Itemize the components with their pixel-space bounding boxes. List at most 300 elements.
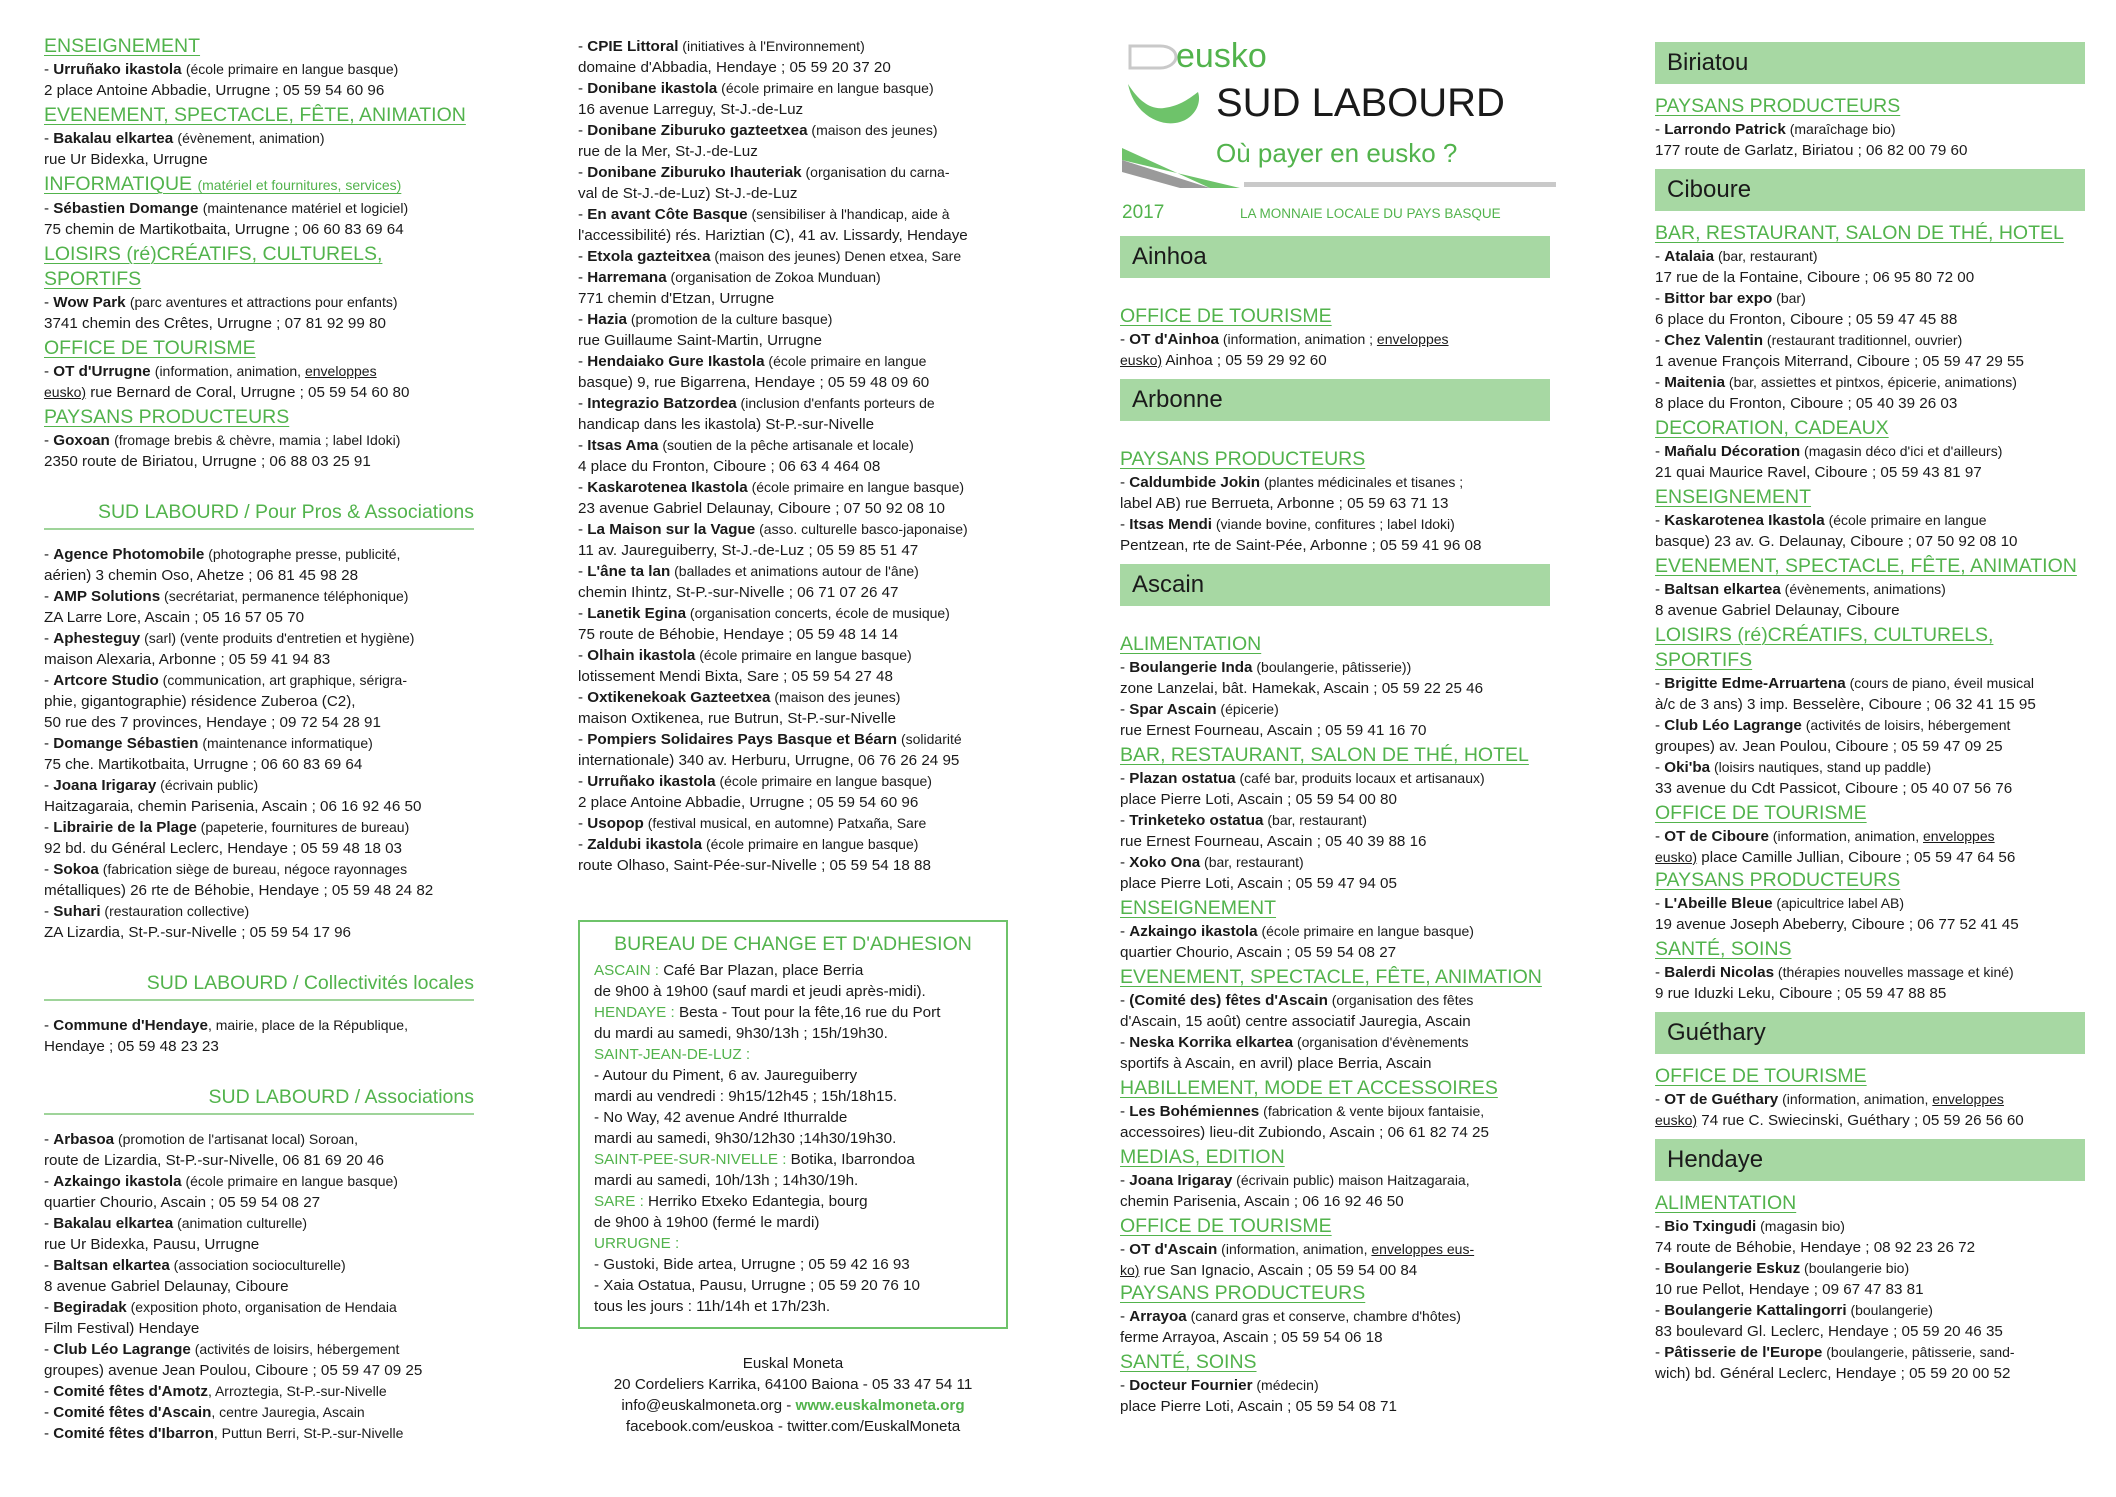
entry-desc: (association socioculturelle) — [169, 1257, 346, 1273]
listing-entry: - Arrayoa (canard gras et conserve, chambre d'hôtes) ferme Arrayoa, Ascain ; 05 59 54 06 18 — [1120, 1308, 1461, 1346]
town-header-ainhoa: Ainhoa — [1120, 236, 1550, 278]
entry-list — [1655, 893, 2085, 935]
entry-link[interactable]: eusko) — [1655, 849, 1698, 865]
section-heading: LOISIRS (ré)CRÉATIFS, CULTURELS, SPORTIFS — [1655, 624, 1994, 671]
entry-address: 8 avenue Gabriel Delaunay, Ciboure — [1655, 602, 1900, 619]
section-heading: ALIMENTATION — [1120, 633, 1262, 655]
entry-address: rue Ur Bidexka, Urrugne — [44, 151, 208, 168]
entry-name: Kaskarotenea Ikastola — [587, 479, 748, 496]
entry-address: 177 route de Garlatz, Biriatou ; 06 82 00 79 60 — [1655, 142, 1968, 159]
entry-name: Aphesteguy — [53, 630, 141, 647]
section-heading: MEDIAS, EDITION — [1120, 1146, 1285, 1168]
entry-name: Zaldubi ikastola — [587, 836, 703, 853]
entry-name: Commune d'Hendaye — [53, 1017, 208, 1034]
section-heading: SANTÉ, SOINS — [1655, 938, 1792, 960]
entry-name: Chez Valentin — [1664, 332, 1764, 349]
listing-entry: - AMP Solutions (secrétariat, permanence téléphonique) ZA Larre Lore, Ascain ; 05 16 57 05 70 — [44, 588, 409, 626]
listing-entry: - Trinketeko ostatua (bar, restaurant) rue Ernest Fourneau, Ascain ; 05 40 39 88 16 — [1120, 812, 1427, 850]
footer-website-link[interactable]: www.euskalmoneta.org — [795, 1397, 965, 1414]
group-heading: SUD LABOURD / Pour Pros & Associations — [44, 500, 474, 530]
entry-link[interactable]: enveloppes — [1923, 828, 1995, 844]
entry-address: place Pierre Loti, Ascain ; 05 59 47 94 05 — [1120, 875, 1397, 892]
entry-desc: (fromage brebis & chèvre, mamia ; label Idoki) — [114, 432, 401, 448]
listing-entry: - Agence Photomobile (photographe presse, publicité, aérien) 3 chemin Oso, Ahetze ; 06 81 45 98 28 — [44, 546, 401, 584]
entry-name: Pâtisserie de l'Europe — [1664, 1344, 1823, 1361]
section-heading: DECORATION, CADEAUX — [1655, 417, 1889, 439]
entry-list — [44, 1015, 474, 1057]
entry-address: accessoires) lieu-dit Zubiondo, Ascain ; 06 61 82 74 25 — [1120, 1124, 1489, 1141]
entry-list — [44, 1129, 474, 1444]
listing-entry: - Neska Korrika elkartea (organisation d'évènements sportifs à Ascain, en avril) place Berria, Ascain — [1120, 1034, 1469, 1072]
entry-desc: (école primaire en langue basque) — [1257, 923, 1474, 939]
entry-link[interactable]: enveloppes eus- — [1371, 1241, 1475, 1257]
listing-entry: - Wow Park (parc aventures et attractions pour enfants) 3741 chemin des Crêtes, Urrugne ; 07 81 92 99 80 — [44, 294, 398, 332]
entry-address: maison Oxtikenea, rue Butrun, St-P.-sur-Nivelle — [578, 710, 896, 727]
entry-name: Librairie de la Plage — [53, 819, 197, 836]
entry-address: 16 avenue Larreguy, St-J.-de-Luz — [578, 101, 804, 118]
entry-address: handicap dans les ikastola) St-P.-sur-Nivelle — [578, 416, 875, 433]
ascain-sections-2 — [1120, 1281, 1550, 1417]
entry-name: Bittor bar expo — [1664, 290, 1773, 307]
listing-entry: - Itsas Mendi (viande bovine, confitures ; label Idoki) Pentzean, rte de Saint-Pée, Arbonne ; 05 59 41 96 08 — [1120, 516, 1482, 554]
listing-entry: - Xoko Ona (bar, restaurant) place Pierre Loti, Ascain ; 05 59 47 94 05 — [1120, 854, 1397, 892]
entry-desc: (thérapies nouvelles massage et kiné) — [1774, 964, 2014, 980]
listing-entry: - Artcore Studio (communication, art graphique, sérigra- phie, gigantographie) résidence Zuberoa (C2), 50 rue des 7 provinces, Hendaye ; 09 72 54 28 91 — [44, 672, 407, 731]
listing-entry: - Goxoan (fromage brebis & chèvre, mamia ; label Idoki) 2350 route de Biriatou, Urrugne ; 06 88 03 25 91 — [44, 432, 401, 470]
entry-desc: (communication, art graphique, sérigra- — [158, 672, 407, 688]
entry-name: Suhari — [53, 903, 101, 920]
section-heading: LOISIRS (ré)CRÉATIFS, CULTURELS, SPORTIFS — [44, 243, 383, 290]
listing-entry: - Begiradak (exposition photo, organisation de Hendaia Film Festival) Hendaye — [44, 1299, 397, 1337]
entry-address: l'accessibilité) rés. Hariztian (C), 41 av. Lissardy, Hendaye — [578, 227, 968, 244]
entry-desc: (école primaire en langue basque) — [695, 647, 912, 663]
listing-entry: - Suhari (restauration collective) ZA Lizardia, St-P.-sur-Nivelle ; 05 59 54 17 96 — [44, 903, 352, 941]
entry-name: Oxtikenekoak Gazteetxea — [587, 689, 771, 706]
entry-name: Goxoan — [53, 432, 110, 449]
entry-desc: (organisation d'évènements — [1293, 1034, 1469, 1050]
entry-address: 74 rue C. Swiecinski, Guéthary ; 05 59 26 56 60 — [1697, 1112, 2024, 1129]
city-label: SAINT-JEAN-DE-LUZ : — [594, 1046, 751, 1063]
entry-list — [1120, 1306, 1550, 1348]
town-header-hendaye: Hendaye — [1655, 1139, 2085, 1181]
entry-desc: (secrétariat, permanence téléphonique) — [160, 588, 409, 604]
logo-tagline-text: LA MONNAIE LOCALE DU PAYS BASQUE — [1240, 206, 1501, 221]
office-line: de 9h00 à 19h00 (fermé le mardi) — [594, 1214, 820, 1231]
entry-name: Boulangerie Inda — [1129, 659, 1253, 676]
entry-desc: (restaurant traditionnel, ouvrier) — [1763, 332, 1963, 348]
listing-entry: - Bittor bar expo (bar) 6 place du Fronton, Ciboure ; 05 59 47 45 88 — [1655, 290, 1958, 328]
exchange-office-hendaye — [594, 1002, 992, 1044]
entry-address: 17 rue de la Fontaine, Ciboure ; 06 95 80 72 00 — [1655, 269, 1975, 286]
entry-address: 9 rue Iduzki Leku, Ciboure ; 05 59 47 88 85 — [1655, 985, 1947, 1002]
listing-entry: - Baltsan elkartea (association socioculturelle) 8 avenue Gabriel Delaunay, Ciboure — [44, 1257, 346, 1295]
entry-desc: , mairie, place de la République, — [207, 1017, 408, 1033]
eusko-logo — [1120, 36, 1550, 236]
section-heading: HABILLEMENT, MODE ET ACCESSOIRES — [1120, 1077, 1498, 1099]
entry-desc: (apicultrice label AB) — [1772, 895, 1905, 911]
entry-address: 771 chemin d'Etzan, Urrugne — [578, 290, 775, 307]
logo-question-text: Où payer en eusko ? — [1216, 138, 1458, 168]
logo-region-text: SUD LABOURD — [1216, 81, 1505, 125]
entry-desc: (boulangerie bio) — [1800, 1260, 1910, 1276]
entry-desc: (restauration collective) — [100, 903, 250, 919]
entry-list — [1655, 441, 2085, 483]
listing-entry: - CPIE Littoral (initiatives à l'Environnement) domaine d'Abbadia, Hendaye ; 05 59 20 37 20 — [578, 38, 891, 76]
entry-address: phie, gigantographie) résidence Zuberoa (C2), — [44, 693, 356, 710]
city-label: SAINT-PEE-SUR-NIVELLE : — [594, 1151, 791, 1168]
listing-entry: - Les Bohémiennes (fabrication & vente bijoux fantaisie, accessoires) lieu-dit Zubiondo, Ascain ; 06 61 82 74 25 — [1120, 1103, 1489, 1141]
entry-name: Artcore Studio — [53, 672, 159, 689]
listing-entry: - Commune d'Hendaye, mairie, place de la République, Hendaye ; 05 59 48 23 23 — [44, 1017, 408, 1055]
entry-link[interactable]: eusko) — [1655, 1112, 1698, 1128]
entry-name: Donibane ikastola — [587, 80, 718, 97]
footer-email[interactable]: info@euskalmoneta.org - — [621, 1397, 796, 1414]
entry-name: Sébastien Domange — [53, 200, 199, 217]
entry-name: Trinketeko ostatua — [1129, 812, 1264, 829]
entry-name: OT de Guéthary — [1664, 1091, 1779, 1108]
entry-address: 74 route de Béhobie, Hendaye ; 08 92 23 26 72 — [1655, 1239, 1976, 1256]
logo-divider — [1244, 182, 1556, 187]
listing-entry: - Bio Txingudi (magasin bio) 74 route de Béhobie, Hendaye ; 08 92 23 26 72 — [1655, 1218, 1976, 1256]
entry-address: 10 rue Pellot, Hendaye ; 09 67 47 83 81 — [1655, 1281, 1924, 1298]
town-header-guethary: Guéthary — [1655, 1012, 2085, 1054]
listing-entry: - Azkaingo ikastola (école primaire en langue basque) quartier Chourio, Ascain ; 05 59 54 08 27 — [44, 1173, 398, 1211]
exchange-office-ascain — [594, 960, 992, 1002]
entry-name: Joana Irigaray — [53, 777, 157, 794]
entry-desc: (bar, assiettes et pintxos, épicerie, animations) — [1725, 374, 2017, 390]
listing-entry: - Plazan ostatua (café bar, produits locaux et artisanaux) place Pierre Loti, Ascain ; 05 59 54 00 80 — [1120, 770, 1485, 808]
entry-name: Integrazio Batzordea — [587, 395, 737, 412]
entry-address: 2350 route de Biriatou, Urrugne ; 06 88 03 25 91 — [44, 453, 371, 470]
entry-desc: (organisation concerts, école de musique) — [686, 605, 950, 621]
exchange-office-heading: BUREAU DE CHANGE ET D'ADHESION — [614, 933, 972, 955]
section-heading-sub: (matériel et fournitures, services) — [197, 177, 402, 193]
office-line: - Xaia Ostatua, Pausu, Urrugne ; 05 59 20 76 10 — [594, 1277, 920, 1294]
entry-desc: , Arroztegia, St-P.-sur-Nivelle — [207, 1383, 387, 1399]
entry-desc: (sarl) (vente produits d'entretien et hygiène) — [140, 630, 415, 646]
entry-address: groupes) avenue Jean Poulou, Ciboure ; 05 59 47 09 25 — [44, 1362, 423, 1379]
entry-address: 21 quai Maurice Ravel, Ciboure ; 05 59 43 81 97 — [1655, 464, 1982, 481]
entry-address: sportifs à Ascain, en avril) place Berria, Ascain — [1120, 1055, 1432, 1072]
listing-entry: - Comité fêtes d'Ascain, centre Jauregia, Ascain — [44, 1404, 365, 1421]
entry-desc: (magasin déco d'ici et d'ailleurs) — [1800, 443, 2003, 459]
listing-entry: - Bakalau elkartea (animation culturelle) rue Ur Bidexka, Pausu, Urrugne — [44, 1215, 308, 1253]
entry-desc: (école primaire en langue basque) — [715, 773, 932, 789]
logo-year-text: 2017 — [1122, 202, 1165, 223]
logo-brand-text: eusko — [1176, 37, 1267, 75]
entry-desc: (papeterie, fournitures de bureau) — [196, 819, 410, 835]
section-heading: SANTÉ, SOINS — [1120, 1351, 1257, 1373]
office-line: tous les jours : 11h/14h et 17h/23h. — [594, 1298, 831, 1315]
entry-address: route de Lizardia, St-P.-sur-Nivelle, 06 81 69 20 46 — [44, 1152, 384, 1169]
entry-address: basque) 9, rue Bigarrena, Hendaye ; 05 59 48 09 60 — [578, 374, 930, 391]
entry-desc: (maintenance informatique) — [198, 735, 373, 751]
column-2 — [578, 36, 1008, 1437]
exchange-office-spn — [594, 1149, 992, 1191]
entry-desc: (école primaire en langue basque) — [181, 1173, 398, 1189]
listing-entry: - Mañalu Décoration (magasin déco d'ici et d'ailleurs) 21 quai Maurice Ravel, Ciboure ; 05 59 43 81 97 — [1655, 443, 2003, 481]
entry-address: val de St-J.-de-Luz) St-J.-de-Luz — [578, 185, 798, 202]
entry-address: 75 che. Martikotbaita, Urrugne ; 06 60 83 69 64 — [44, 756, 363, 773]
entry-name: Atalaia — [1664, 248, 1715, 265]
entry-desc: (promotion de la culture basque) — [626, 311, 833, 327]
listing-entry: - Zaldubi ikastola (école primaire en langue basque) route Olhaso, Saint-Pée-sur-Nivelle ; 05 59 54 18 88 — [578, 836, 931, 874]
office-line: Botika, Ibarrondoa — [790, 1151, 915, 1168]
entry-desc: (fabrication siège de bureau, négoce rayonnages — [98, 861, 408, 877]
entry-desc: (loisirs nautiques, stand up paddle) — [1710, 759, 1932, 775]
entry-name: Comité fêtes d'Ascain — [53, 1404, 212, 1421]
listing-entry: - Kaskarotenea Ikastola (école primaire en langue basque) 23 av. G. Delaunay, Ciboure ; 07 50 92 08 10 — [1655, 512, 2018, 550]
biriatou-sections — [1655, 94, 2085, 161]
entry-desc: (activités de loisirs, hébergement — [190, 1341, 400, 1357]
entry-name: Donibane Ziburuko Ihauteriak — [587, 164, 802, 181]
logo-d-shape — [1130, 46, 1176, 68]
entry-desc: (exposition photo, organisation de Hendaia — [126, 1299, 397, 1315]
listing-entry: - L'Abeille Bleue (apicultrice label AB) 19 avenue Joseph Abeberry, Ciboure ; 06 77 52 41 45 — [1655, 895, 2019, 933]
listing-entry: - Azkaingo ikastola (école primaire en langue basque) quartier Chourio, Ascain ; 05 59 54 08 27 — [1120, 923, 1474, 961]
listing-entry: - Brigitte Edme-Arruartena (cours de piano, éveil musical à/c de 3 ans) 3 imp. Besselère, Ciboure ; 06 32 41 15 95 — [1655, 675, 2036, 713]
listing-entry: - Maitenia (bar, assiettes et pintxos, épicerie, animations) 8 place du Fronton, Ciboure ; 05 40 39 26 03 — [1655, 374, 2017, 412]
entry-list — [1120, 990, 1550, 1074]
entry-address: label AB) rue Berrueta, Arbonne ; 05 59 63 71 13 — [1120, 495, 1449, 512]
entry-desc: (maison des jeunes) — [770, 689, 901, 705]
entry-name: En avant Côte Basque — [587, 206, 748, 223]
entry-link[interactable]: enveloppes — [304, 363, 377, 379]
entry-name: Itsas Mendi — [1129, 516, 1212, 533]
entry-desc: (viande bovine, confitures ; label Idoki) — [1212, 516, 1455, 532]
entry-desc: (écrivain public) maison Haitzagaraia, — [1232, 1172, 1470, 1188]
listing-entry: - OT d'Ainhoa (information, animation ; enveloppes eusko) Ainhoa ; 05 59 29 92 60 — [1120, 331, 1449, 369]
section-heading: PAYSANS PRODUCTEURS — [1120, 1282, 1366, 1304]
city-label: SARE : — [594, 1193, 649, 1210]
entry-address: 33 avenue du Cdt Passicot, Ciboure ; 05 40 07 56 76 — [1655, 780, 2013, 797]
eusko-logo-graphic — [1120, 36, 1560, 236]
listing-entry: - Olhain ikastola (école primaire en langue basque) lotissement Mendi Bixta, Sare ; 05 59 54 27 48 — [578, 647, 912, 685]
entry-address: d'Ascain, 15 août) centre associatif Jauregia, Ascain — [1120, 1013, 1471, 1030]
entry-address: rue Ernest Fourneau, Ascain ; 05 59 41 16 70 — [1120, 722, 1427, 739]
entry-desc: (bar) — [1772, 290, 1806, 306]
column-3 — [1120, 36, 1550, 1417]
entry-address: Film Festival) Hendaye — [44, 1320, 200, 1337]
entry-name: Brigitte Edme-Arruartena — [1664, 675, 1846, 692]
entry-name: Urruñako ikastola — [587, 773, 716, 790]
entry-link[interactable]: enveloppes — [1376, 331, 1449, 347]
entry-list — [1655, 1216, 2085, 1384]
listing-entry: - Aphesteguy (sarl) (vente produits d'entretien et hygiène) maison Alexaria, Arbonne ; 05 59 41 94 83 — [44, 630, 415, 668]
entry-name: Etxola gazteitxea — [587, 248, 711, 265]
listing-entry: - Oki'ba (loisirs nautiques, stand up paddle) 33 avenue du Cdt Passicot, Ciboure ; 05 40 07 56 76 — [1655, 759, 2013, 797]
entry-desc: (maraîchage bio) — [1785, 121, 1896, 137]
listing-entry: - Club Léo Lagrange (activités de loisirs, hébergement groupes) av. Jean Poulou, Ciboure ; 05 59 47 09 25 — [1655, 717, 2011, 755]
listing-entry: - Hendaiako Gure Ikastola (école primaire en langue basque) 9, rue Bigarrena, Hendaye ; 05 59 48 09 60 — [578, 353, 930, 391]
section-heading: PAYSANS PRODUCTEURS — [1655, 869, 1901, 891]
exchange-office-urrugne — [594, 1233, 992, 1317]
entry-list — [1120, 768, 1550, 894]
listing-entry: - OT de Ciboure (information, animation, enveloppes eusko) place Camille Jullian, Ciboure ; 05 59 47 64 56 — [1655, 828, 2016, 866]
section-heading: ENSEIGNEMENT — [1120, 897, 1277, 919]
entry-desc: (école primaire en langue basque) — [717, 80, 934, 96]
office-line: Herriko Etxeko Edantegia, bourg — [648, 1193, 868, 1210]
logo-leaf-shape — [1128, 84, 1199, 123]
entry-desc: (magasin bio) — [1756, 1218, 1845, 1234]
listing-entry: - Pâtisserie de l'Europe (boulangerie, pâtisserie, sand- wich) bd. Général Leclerc, Hendaye ; 05 59 20 00 52 — [1655, 1344, 2015, 1382]
office-line: de 9h00 à 19h00 (sauf mardi et jeudi après-midi). — [594, 983, 926, 1000]
listing-entry: - Urruñako ikastola (école primaire en langue basque) 2 place Antoine Abbadie, Urrugne ; 05 59 54 60 96 — [44, 61, 399, 99]
entry-desc: (maison des jeunes) — [807, 122, 938, 138]
entry-address: 3741 chemin des Crêtes, Urrugne ; 07 81 92 99 80 — [44, 315, 386, 332]
entry-link[interactable]: ko) — [1120, 1262, 1140, 1278]
section-heading: OFFICE DE TOURISME — [44, 337, 256, 359]
entry-address: rue Ernest Fourneau, Ascain ; 05 40 39 88 16 — [1120, 833, 1427, 850]
entry-desc: (soutien de la pêche artisanale et locale) — [658, 437, 914, 453]
listing-entry: - Chez Valentin (restaurant traditionnel, ouvrier) 1 avenue François Miterrand, Ciboure ; 05 59 47 29 55 — [1655, 332, 2024, 370]
entry-name: Club Léo Lagrange — [1664, 717, 1802, 734]
listing-entry: - Club Léo Lagrange (activités de loisirs, hébergement groupes) avenue Jean Poulou, Ciboure ; 05 59 47 09 25 — [44, 1341, 423, 1379]
entry-address: Pentzean, rte de Saint-Pée, Arbonne ; 05 59 41 96 08 — [1120, 537, 1482, 554]
entry-desc: (canard gras et conserve, chambre d'hôtes) — [1186, 1308, 1461, 1324]
entry-name: Boulangerie Kattalingorri — [1664, 1302, 1847, 1319]
entry-list — [1655, 510, 2085, 552]
entry-name: Neska Korrika elkartea — [1129, 1034, 1294, 1051]
entry-address: 19 avenue Joseph Abeberry, Ciboure ; 06 77 52 41 45 — [1655, 916, 2019, 933]
entry-name: Begiradak — [53, 1299, 127, 1316]
listing-entry: - Boulangerie Eskuz (boulangerie bio) 10 rue Pellot, Hendaye ; 09 67 47 83 81 — [1655, 1260, 1924, 1298]
entry-desc: (cours de piano, éveil musical — [1845, 675, 2035, 691]
listing-entry: - Arbasoa (promotion de l'artisanat local) Soroan, route de Lizardia, St-P.-sur-Nivelle, 06 81 69 20 46 — [44, 1131, 384, 1169]
section-heading: ENSEIGNEMENT — [1655, 486, 1812, 508]
listing-entry: - Lanetik Egina (organisation concerts, école de musique) 75 route de Béhobie, Hendaye ; 05 59 48 14 14 — [578, 605, 950, 643]
entry-desc: , centre Jauregia, Ascain — [211, 1404, 365, 1420]
listing-entry: - Atalaia (bar, restaurant) 17 rue de la Fontaine, Ciboure ; 06 95 80 72 00 — [1655, 248, 1975, 286]
entry-name: CPIE Littoral — [587, 38, 679, 55]
entry-name: AMP Solutions — [53, 588, 161, 605]
section-heading: EVENEMENT, SPECTACLE, FÊTE, ANIMATION — [44, 104, 466, 126]
entry-address: maison Alexaria, Arbonne ; 05 59 41 94 83 — [44, 651, 331, 668]
entry-address: aérien) 3 chemin Oso, Ahetze ; 06 81 45 98 28 — [44, 567, 359, 584]
entry-address: 8 place du Fronton, Ciboure ; 05 40 39 26 03 — [1655, 395, 1958, 412]
entry-name: Oki'ba — [1664, 759, 1711, 776]
entry-address: 6 place du Fronton, Ciboure ; 05 59 47 45 88 — [1655, 311, 1958, 328]
entry-list — [1120, 1170, 1550, 1212]
entry-address: lotissement Mendi Bixta, Sare ; 05 59 54 27 48 — [578, 668, 893, 685]
entry-address: 4 place du Fronton, Ciboure ; 06 63 4 464 08 — [578, 458, 881, 475]
ascain-sections — [1120, 632, 1550, 1212]
listing-entry: - Hazia (promotion de la culture basque) rue Guillaume Saint-Martin, Urrugne — [578, 311, 833, 349]
entry-list — [1655, 579, 2085, 621]
entry-address: rue Ur Bidexka, Pausu, Urrugne — [44, 1236, 260, 1253]
entry-name: Olhain ikastola — [587, 647, 696, 664]
entry-name: OT d'Urrugne — [53, 363, 151, 380]
section-heading — [44, 172, 474, 198]
entry-name: Usopop — [587, 815, 644, 832]
footer-org: Euskal Moneta — [742, 1355, 844, 1372]
entry-name: Bio Txingudi — [1664, 1218, 1757, 1235]
section-heading-main: INFORMATIQUE — [44, 173, 193, 195]
entry-link[interactable]: eusko) — [1120, 352, 1163, 368]
entry-list — [1120, 657, 1550, 741]
entry-desc: (bar, restaurant) — [1200, 854, 1304, 870]
entry-address: place Pierre Loti, Ascain ; 05 59 54 08 71 — [1120, 1398, 1397, 1415]
entry-address: route Olhaso, Saint-Pée-sur-Nivelle ; 05 59 54 18 88 — [578, 857, 931, 874]
entry-address: métalliques) 26 rte de Béhobie, Hendaye ; 05 59 48 24 82 — [44, 882, 434, 899]
listing-entry: - Docteur Fournier (médecin) place Pierre Loti, Ascain ; 05 59 54 08 71 — [1120, 1377, 1397, 1415]
entry-name: (Comité des) fêtes d'Ascain — [1129, 992, 1328, 1009]
hendaye-sections — [1655, 1191, 2085, 1384]
section-heading: EVENEMENT, SPECTACLE, FÊTE, ANIMATION — [1655, 555, 2077, 577]
listing-entry: - Baltsan elkartea (évènements, animations) 8 avenue Gabriel Delaunay, Ciboure — [1655, 581, 1946, 619]
entry-list — [1120, 921, 1550, 963]
entry-name: L'Abeille Bleue — [1664, 895, 1773, 912]
entry-address: ZA Larre Lore, Ascain ; 05 16 57 05 70 — [44, 609, 305, 626]
entry-list — [44, 544, 474, 943]
entry-list — [1655, 119, 2085, 161]
entry-desc: (organisation de Zokoa Munduan) — [666, 269, 881, 285]
entry-link[interactable]: eusko) — [44, 384, 87, 400]
group-heading: SUD LABOURD / Collectivités locales — [44, 971, 474, 1001]
entry-name: Lanetik Egina — [587, 605, 687, 622]
exchange-office-box — [578, 920, 1008, 1329]
town-header-biriatou: Biriatou — [1655, 42, 2085, 84]
section-heading: PAYSANS PRODUCTEURS — [1655, 95, 1901, 117]
section-heading: EVENEMENT, SPECTACLE, FÊTE, ANIMATION — [1120, 966, 1542, 988]
entry-name: Bakalau elkartea — [53, 130, 174, 147]
listing-entry: - OT d'Urrugne (information, animation, enveloppes eusko) rue Bernard de Coral, Urrugne ; 05 59 54 60 80 — [44, 363, 410, 401]
listing-entry: - Boulangerie Inda (boulangerie, pâtisserie)) zone Lanzelai, bât. Hamekak, Ascain ; 05 59 22 25 46 — [1120, 659, 1484, 697]
entry-name: Arbasoa — [53, 1131, 115, 1148]
entry-name: Hendaiako Gure Ikastola — [587, 353, 765, 370]
entry-name: Baltsan elkartea — [1664, 581, 1781, 598]
entry-desc: (information, animation ; — [1218, 331, 1377, 347]
listing-entry: - Etxola gazteitxea (maison des jeunes) Denen etxea, Sare — [578, 248, 962, 265]
entry-address: zone Lanzelai, bât. Hamekak, Ascain ; 05 59 22 25 46 — [1120, 680, 1484, 697]
entry-name: Bakalau elkartea — [53, 1215, 174, 1232]
entry-desc: (organisation des fêtes — [1327, 992, 1474, 1008]
listing-entry: - Larrondo Patrick (maraîchage bio) 177 route de Garlatz, Biriatou ; 06 82 00 79 60 — [1655, 121, 1968, 159]
entry-address: Hendaye ; 05 59 48 23 23 — [44, 1038, 219, 1055]
entry-desc: (école primaire en langue basque) — [185, 61, 399, 77]
ciboure-sections — [1655, 221, 2085, 799]
entry-desc: (épicerie) — [1216, 701, 1279, 717]
entry-desc: (information, animation, — [1778, 1091, 1933, 1107]
entry-name: Comité fêtes d'Amotz — [53, 1383, 208, 1400]
entry-name: Comité fêtes d'Ibarron — [53, 1425, 214, 1442]
listing-entry: - Balerdi Nicolas (thérapies nouvelles massage et kiné) 9 rue Iduzki Leku, Ciboure ; 05 59 47 88 85 — [1655, 964, 2014, 1002]
entry-name: Baltsan elkartea — [53, 1257, 170, 1274]
entry-name: Hazia — [587, 311, 627, 328]
ciboure-sections-2 — [1655, 868, 2085, 1004]
entry-desc: (festival musical, en automne) Patxaña, Sare — [643, 815, 927, 831]
office-line: du mardi au samedi, 9h30/13h ; 15h/19h30. — [594, 1025, 888, 1042]
entry-desc: (ballades et animations autour de l'âne) — [670, 563, 919, 579]
entry-address: 11 av. Jaureguiberry, St-J.-de-Luz ; 05 59 85 51 47 — [578, 542, 919, 559]
listing-entry: - Kaskarotenea Ikastola (école primaire en langue basque) 23 avenue Gabriel Delaunay, Ciboure ; 07 50 92 08 10 — [578, 479, 965, 517]
entry-address: rue Bernard de Coral, Urrugne ; 05 59 54 60 80 — [86, 384, 410, 401]
entry-link[interactable]: enveloppes — [1932, 1091, 2004, 1107]
entry-desc: (évènements, animations) — [1780, 581, 1946, 597]
entry-name: Joana Irigaray — [1129, 1172, 1233, 1189]
listing-entry: - Donibane Ziburuko Ihauteriak (organisation du carna- val de St-J.-de-Luz) St-J.-de-Luz — [578, 164, 950, 202]
entry-name: Agence Photomobile — [53, 546, 205, 563]
entry-desc: (initiatives à l'Environnement) — [678, 38, 865, 54]
entry-list — [1655, 246, 2085, 414]
city-label: ASCAIN : — [594, 962, 664, 979]
entry-name: Plazan ostatua — [1129, 770, 1236, 787]
listing-entry: - Urruñako ikastola (école primaire en langue basque) 2 place Antoine Abbadie, Urrugne ; 05 59 54 60 96 — [578, 773, 932, 811]
footer-social[interactable]: facebook.com/euskoa - twitter.com/EuskalMoneta — [625, 1418, 961, 1435]
listing-entry: - Comité fêtes d'Ibarron, Puttun Berri, St-P.-sur-Nivelle — [44, 1425, 404, 1442]
logo-stripe-grey — [1122, 160, 1210, 188]
entry-name: Balerdi Nicolas — [1664, 964, 1775, 981]
